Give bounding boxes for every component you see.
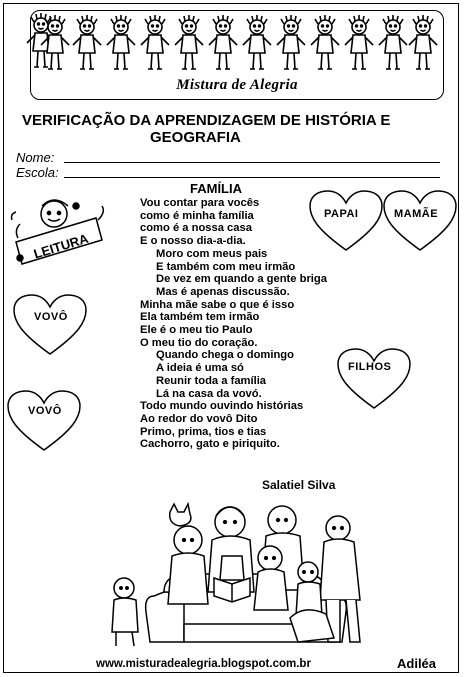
poem-line: O meu tio do coração. — [140, 336, 258, 349]
poem-line: Quando chega o domingo — [156, 349, 294, 362]
poem-line: E o nosso dia-a-dia. — [140, 235, 246, 248]
reading-badge — [6, 198, 116, 270]
title-line-1: VERIFICAÇÃO DA APRENDIZAGEM DE HISTÓRIA E — [22, 112, 391, 129]
poem-author: Salatiel Silva — [262, 478, 336, 492]
poem-body — [140, 197, 327, 451]
poem-line: Lá na casa da vovó. — [156, 387, 262, 400]
poem-line: Minha mãe sabe o que é isso — [140, 298, 295, 311]
heart-vovo-2 — [6, 390, 82, 454]
poem-line: Mas é apenas discussão. — [156, 285, 290, 298]
poem-line: como é minha família — [140, 209, 254, 222]
poem-line: Vou contar para vocês — [140, 197, 260, 209]
worksheet-title — [22, 112, 452, 146]
heart-mamae — [382, 190, 458, 254]
worksheet-page — [3, 3, 459, 673]
kids-illustration — [41, 15, 433, 75]
name-label: Nome: — [16, 150, 55, 165]
poem-line: Reunir toda a família — [156, 374, 267, 387]
poem-line: Ela também tem irmão — [140, 311, 260, 324]
name-field[interactable] — [16, 150, 54, 165]
heart-vovo-1 — [12, 294, 88, 358]
poem-line: Primo, prima, tios e tias — [140, 425, 267, 438]
footer-signature: Adiléa — [397, 656, 437, 671]
poem-title: FAMÍLIA — [190, 181, 242, 196]
footer-url[interactable]: www.misturadealegria.blogspot.com.br — [96, 658, 311, 670]
reading-badge-text: LEITURA — [31, 230, 91, 262]
brand-title: Mistura de Alegria — [176, 77, 298, 93]
poem-line: De vez em quando a gente briga — [156, 273, 327, 286]
school-line[interactable] — [64, 177, 440, 178]
poem-line: Ao redor do vovô Dito — [140, 412, 258, 425]
heart-filhos-label: FILHOS — [348, 361, 392, 373]
poem-line: Ele é o meu tio Paulo — [140, 324, 253, 337]
name-line[interactable] — [64, 162, 440, 163]
heart-mamae-label: MAMÃE — [394, 208, 439, 220]
poem-line: Moro com meus pais — [156, 247, 268, 260]
poem-line: A ideia é uma só — [156, 362, 244, 375]
poem-line: Todo mundo ouvindo histórias — [140, 400, 304, 413]
school-label: Escola: — [16, 165, 59, 180]
family-illustration — [104, 492, 364, 652]
heart-papai-label: PAPAI — [324, 208, 359, 220]
heart-vovo-2-label: VOVÔ — [28, 405, 62, 417]
title-line-2: GEOGRAFIA — [150, 129, 241, 146]
poem-line: Cachorro, gato e piriquito. — [140, 438, 280, 451]
heart-filhos — [336, 348, 412, 412]
poem-line: como é a nossa casa — [140, 222, 252, 235]
poem-line: E também com meu irmão — [156, 260, 296, 273]
school-field[interactable] — [16, 165, 59, 180]
heart-vovo-1-label: VOVÔ — [34, 311, 68, 323]
header-banner — [30, 10, 444, 100]
